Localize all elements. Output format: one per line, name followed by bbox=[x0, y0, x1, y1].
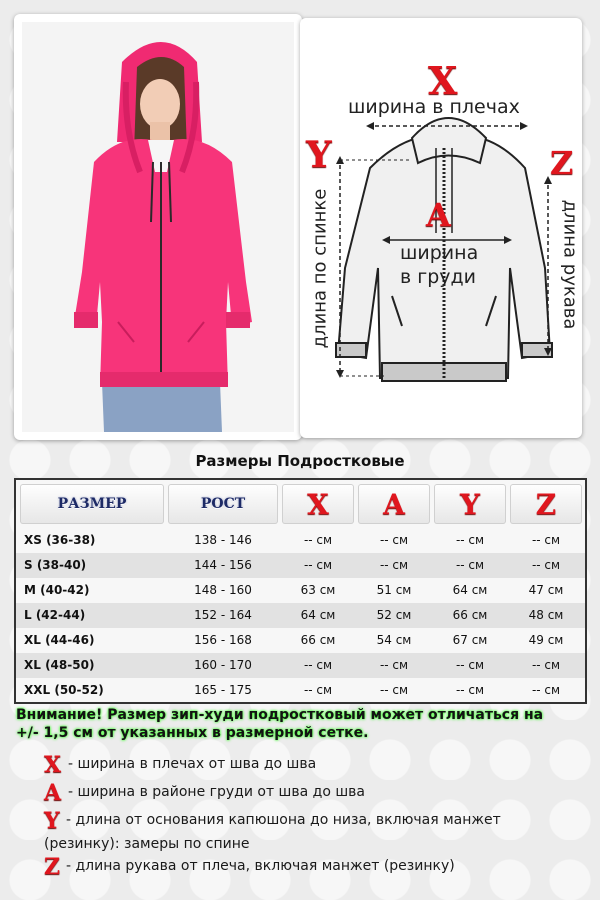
diagram-letter-a: A bbox=[426, 196, 451, 234]
cell-y: -- см bbox=[455, 558, 485, 572]
header-a bbox=[358, 484, 430, 524]
cell-z: -- см bbox=[531, 533, 561, 547]
header-a-label: A bbox=[383, 487, 405, 521]
legend-y-text-1: - длина от основания капюшона до низа, включая манжет bbox=[66, 812, 501, 828]
cell-size: M (40-42) bbox=[24, 583, 90, 597]
header-x-label: X bbox=[307, 487, 329, 521]
cell-x: 66 см bbox=[300, 633, 336, 647]
cell-y: 66 см bbox=[452, 608, 488, 622]
size-table bbox=[14, 478, 587, 704]
legend-x-letter: X bbox=[44, 752, 62, 778]
diagram-shoulder-label: ширина в плечах bbox=[348, 96, 520, 118]
cell-a: -- см bbox=[379, 658, 409, 672]
model-illustration bbox=[22, 22, 294, 432]
size-table-title: Размеры Подростковые bbox=[195, 452, 405, 470]
diagram-sleeve-length-label: длина рукава bbox=[559, 199, 581, 330]
cell-z: -- см bbox=[531, 558, 561, 572]
cell-a: -- см bbox=[379, 683, 409, 697]
cell-y: 64 см bbox=[452, 583, 488, 597]
header-z bbox=[510, 484, 582, 524]
cell-y: -- см bbox=[455, 683, 485, 697]
cell-height: 152 - 164 bbox=[194, 608, 252, 622]
table-row bbox=[16, 628, 585, 653]
legend-a-text: - ширина в районе груди от шва до шва bbox=[68, 784, 365, 800]
cell-size: L (42-44) bbox=[24, 608, 86, 622]
cell-x: -- см bbox=[303, 683, 333, 697]
diagram-back-length-label: длина по спинке bbox=[309, 188, 331, 349]
size-table-header bbox=[16, 480, 585, 528]
cell-x: -- см bbox=[303, 533, 333, 547]
cell-y: -- см bbox=[455, 658, 485, 672]
cell-height: 156 - 168 bbox=[194, 633, 252, 647]
table-row bbox=[16, 653, 585, 678]
notice-line-2: +/- 1,5 см от указанных в размерной сетке. bbox=[16, 725, 369, 741]
cell-x: 63 см bbox=[300, 583, 336, 597]
cell-a: -- см bbox=[379, 558, 409, 572]
diagram-letter-z: Z bbox=[550, 144, 574, 182]
cell-z: 48 см bbox=[528, 608, 564, 622]
cell-z: -- см bbox=[531, 658, 561, 672]
table-row bbox=[16, 578, 585, 603]
header-size-label: РАЗМЕР bbox=[57, 496, 127, 512]
header-y bbox=[434, 484, 506, 524]
notice-line-1: Внимание! Размер зип-худи подростковый может отличаться на bbox=[16, 707, 544, 723]
cell-height: 148 - 160 bbox=[194, 583, 252, 597]
cell-x: -- см bbox=[303, 658, 333, 672]
cell-z: -- см bbox=[531, 683, 561, 697]
legend-a-letter: A bbox=[44, 780, 62, 806]
legend-z-text: - длина рукава от плеча, включая манжет (резинку) bbox=[66, 858, 455, 874]
cell-y: 67 см bbox=[452, 633, 488, 647]
measurement-diagram-card bbox=[300, 18, 582, 438]
diagram-chest-label-1: ширина bbox=[400, 242, 479, 264]
table-row bbox=[16, 678, 585, 703]
cell-a: 52 см bbox=[376, 608, 412, 622]
cell-height: 138 - 146 bbox=[194, 533, 252, 547]
cell-size: XXL (50-52) bbox=[24, 683, 104, 697]
cell-size: XL (44-46) bbox=[24, 633, 95, 647]
cell-size: S (38-40) bbox=[24, 558, 87, 572]
header-y-label: Y bbox=[460, 487, 480, 521]
product-photo-card bbox=[14, 14, 302, 440]
cell-x: -- см bbox=[303, 558, 333, 572]
header-size bbox=[20, 484, 164, 524]
legend-y-text-2: (резинку): замеры по спине bbox=[44, 836, 250, 852]
cell-y: -- см bbox=[455, 533, 485, 547]
legend-y-letter: Y bbox=[44, 808, 60, 834]
table-row bbox=[16, 603, 585, 628]
cell-a: 54 см bbox=[376, 633, 412, 647]
table-row bbox=[16, 553, 585, 578]
cell-a: 51 см bbox=[376, 583, 412, 597]
cell-height: 160 - 170 bbox=[194, 658, 252, 672]
diagram-letter-y: Y bbox=[306, 134, 332, 176]
legend-z-letter: Z bbox=[44, 854, 61, 880]
table-row bbox=[16, 528, 585, 553]
header-x bbox=[282, 484, 354, 524]
header-height bbox=[168, 484, 278, 524]
diagram-chest-label-2: в груди bbox=[400, 266, 477, 288]
header-z-label: Z bbox=[535, 487, 557, 521]
header-height-label: РОСТ bbox=[200, 496, 246, 512]
cell-z: 49 см bbox=[528, 633, 564, 647]
product-photo bbox=[22, 22, 294, 432]
legend-x-text: - ширина в плечах от шва до шва bbox=[68, 756, 317, 772]
cell-a: -- см bbox=[379, 533, 409, 547]
cell-size: XL (48-50) bbox=[24, 658, 95, 672]
cell-height: 144 - 156 bbox=[194, 558, 252, 572]
cell-size: XS (36-38) bbox=[24, 533, 96, 547]
cell-height: 165 - 175 bbox=[194, 683, 252, 697]
cell-z: 47 см bbox=[528, 583, 564, 597]
cell-x: 64 см bbox=[300, 608, 336, 622]
diagram-letter-x: X bbox=[428, 58, 458, 103]
size-notice bbox=[16, 706, 586, 742]
